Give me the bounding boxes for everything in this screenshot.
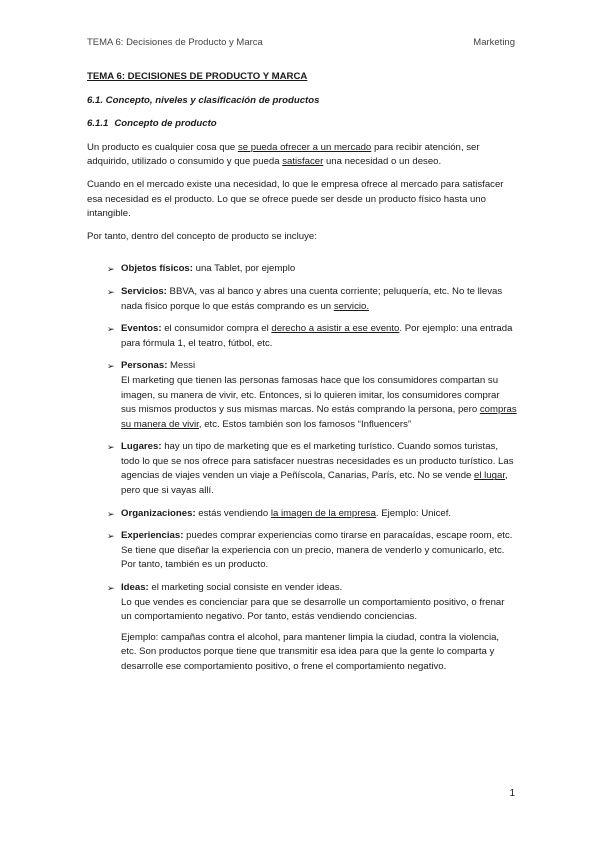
item-label: Experiencias: — [121, 530, 184, 542]
list-item — [87, 285, 517, 314]
list-item — [87, 440, 517, 498]
item-text: una Tablet, por ejemplo — [192, 263, 296, 275]
arrow-bullet-icon: ➢ — [107, 286, 115, 297]
item-text: el consumidor compra el — [161, 323, 272, 335]
list-item — [87, 322, 517, 351]
list-item — [87, 262, 517, 277]
subsection-number: 6.1.1 — [87, 118, 109, 130]
item-text: . Por ejemplo: una entrada para fórmula 1, el teatro, fútbol, etc. — [121, 323, 513, 349]
text: Un producto es cualquier cosa que — [87, 141, 238, 153]
item-text: el marketing social consiste en vender ideas. — [148, 582, 343, 594]
arrow-bullet-icon: ➢ — [107, 361, 115, 372]
text: para recibir atención, ser adquirido, utilizado o consumido y que pueda — [87, 141, 480, 168]
list-item — [87, 507, 517, 522]
underlined-text: satisfacer — [282, 156, 324, 168]
underlined-text: compras su manera de vivir — [121, 404, 517, 430]
header-left: TEMA 6: Decisiones de Producto y Marca — [87, 37, 263, 48]
product-types-list — [87, 262, 517, 674]
item-text: hay un tipo de marketing que es el marketing turístico. Cuando somos turistas, todo lo que se nos ofrece para satisfacer nuestras necesidades es un producto turístico. Las agencias de viajes venden un viaje a Peñíscola, Canarias, París, etc. No se vende — [121, 441, 514, 482]
document-body — [87, 70, 517, 683]
item-label: Servicios: — [121, 285, 167, 297]
arrow-bullet-icon: ➢ — [107, 324, 115, 335]
subsection-heading — [87, 117, 517, 132]
item-label: Organizaciones: — [121, 507, 196, 519]
paragraph-need: Cuando en el mercado existe una necesidad, lo que le empresa ofrece al mercado para satisfacer esa necesidad es el producto. Lo que se ofrece puede ser desde un producto físico hasta uno intangible. — [87, 178, 504, 220]
arrow-bullet-icon: ➢ — [107, 531, 115, 542]
item-text: Lo que vendes es concienciar para que se desarrolle un comportamiento positivo, o frenar un comportamiento negativo. Por tanto, estás vendiendo conciencias. — [121, 596, 505, 623]
item-text: El marketing que tienen las personas famosas hace que los consumidores compartan su imagen, su manera de vivir, etc. Entonces, si lo quieren imitar, los consumidores comprar sus mismos productos y sus mismas marcas. No estás comprando la persona, pero — [121, 374, 500, 416]
item-text: . Ejemplo: Unicef. — [375, 507, 452, 519]
item-text: Messi — [167, 360, 196, 372]
text: una necesidad o un deseo. — [323, 156, 442, 168]
item-label: Objetos físicos: — [121, 263, 193, 275]
item-label: Lugares: — [121, 441, 162, 453]
item-label: Ideas: — [121, 582, 149, 594]
underlined-text: derecho a asistir a ese evento — [271, 323, 400, 335]
document-title: TEMA 6: DECISIONES DE PRODUCTO Y MARCA — [87, 71, 308, 82]
subsection-title: Concepto de producto — [114, 118, 217, 130]
underlined-text: se pueda ofrecer a un mercado — [237, 141, 372, 153]
page-number: 1 — [509, 788, 515, 799]
arrow-bullet-icon: ➢ — [107, 508, 115, 519]
list-item — [87, 529, 517, 573]
item-text: , pero que si vayas allí. — [121, 470, 508, 497]
header-right: Marketing — [473, 37, 515, 48]
list-item — [87, 359, 517, 432]
item-label: Personas: — [121, 360, 168, 372]
arrow-bullet-icon: ➢ — [107, 583, 115, 594]
item-text: puedes comprar experiencias como tirarse en paracaídas, escape room, etc. Se tiene que diseñar la experiencia con un precio, manera de venderlo y comunicarlo, etc. Por tanto, también es un producto. — [121, 530, 513, 571]
paragraph-intro-list: Por tanto, dentro del concepto de producto se incluye: — [87, 230, 317, 242]
list-item — [87, 581, 517, 675]
item-text: estás vendiendo — [195, 507, 271, 519]
item-text: BBVA, vas al banco y abres una cuenta corriente; peluquería, etc. No te llevas nada físico porque lo que estás comprando es un — [121, 285, 503, 312]
section-heading: 6.1. Concepto, niveles y clasificación de productos — [87, 94, 320, 106]
item-text: , etc. Estos también son los famosos “Influencers” — [198, 418, 412, 430]
underlined-text: el lugar — [474, 470, 505, 482]
underlined-text: la imagen de la empresa — [270, 507, 376, 519]
paragraph-definition — [87, 141, 517, 170]
item-label: Eventos: — [121, 323, 162, 335]
item-example: Ejemplo: campañas contra el alcohol, para mantener limpia la ciudad, contra la violencia, etc. Son productos porque tiene que transmitir esa idea para que la gente lo comparta y desarrolle ese comportamiento positivo, o frene el comportamiento negativo. — [121, 631, 500, 672]
arrow-bullet-icon: ➢ — [107, 264, 115, 275]
arrow-bullet-icon: ➢ — [107, 442, 115, 453]
underlined-text: servicio. — [333, 300, 369, 312]
